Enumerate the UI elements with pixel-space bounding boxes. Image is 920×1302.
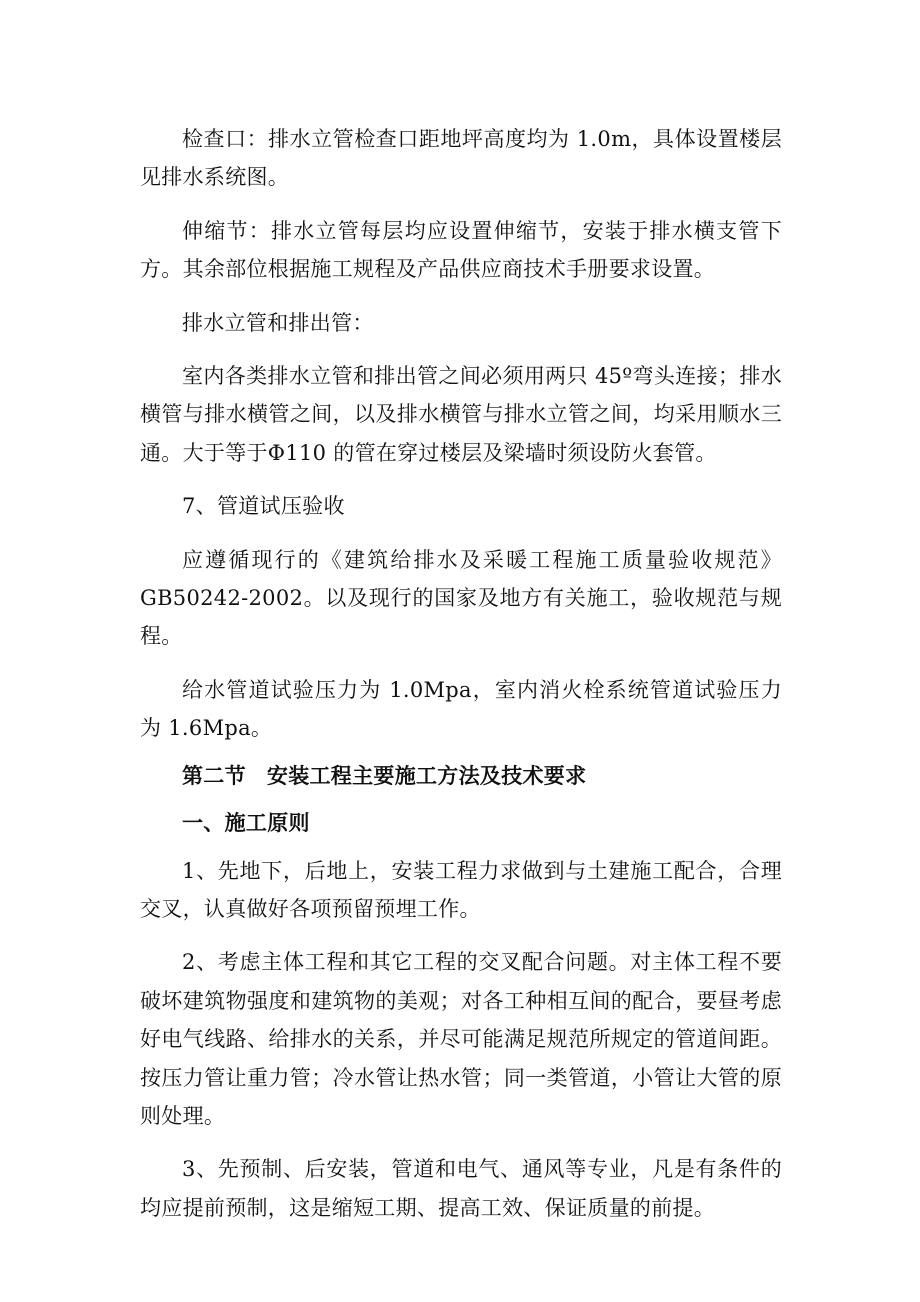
paragraph-standards: 应遵循现行的《建筑给排水及采暖工程施工质量验收规范》GB50242-2002。以及现行的国家及地方有关施工，验收规范与规程。 [140,547,782,649]
subheading-construction-principles: 一、施工原则 [182,810,310,836]
paragraph-expansion-joint: 伸缩节：排水立管每层均应设置伸缩节，安装于排水横支管下方。其余部位根据施工规程及产品供应商技术手册要求设置。 [140,218,782,282]
principle-item-3: 3、先预制、后安装，管道和电气、通风等专业，凡是有条件的均应提前预制，这是缩短工期、提高工效、保证质量的前提。 [140,1157,782,1220]
paragraph-pressure-test-title: 7、管道试压验收 [182,494,345,519]
section-heading [140,757,782,795]
paragraph-riser-outlet-title: 排水立管和排出管： [182,310,374,335]
paragraph-riser-outlet-detail: 室内各类排水立管和排出管之间必须用两只 45º弯头连接；排水横管与排水横管之间，以及排水横管与排水立管之间，均采用顺水三通。大于等于Φ110 的管在穿过楼层及梁墙时须设防火套管。 [140,364,782,465]
principle-item-2: 2、考虑主体工程和其它工程的交叉配合问题。对主体工程不要破坏建筑物强度和建筑物的美观；对各工种相互间的配合，要昼考虑好电气线路、给排水的关系，并尽可能满足规范所规定的管道间距。按压力管让重力管；冷水管让热水管；同一类管道，小管让大管的原则处理。 [140,950,782,1128]
paragraph-test-pressure: 给水管道试验压力为 1.0Mpa，室内消火栓系统管道试验压力为 1.6Mpa。 [140,677,782,741]
paragraph-inspection-port: 检查口：排水立管检查口距地坪高度均为 1.0m，具体设置楼层见排水系统图。 [140,127,782,190]
section-title: 安装工程主要施工方法及技术要求 [266,762,587,788]
principle-item-1: 1、先地下，后地上，安装工程力求做到与土建施工配合，合理交叉，认真做好各项预留预埋工作。 [140,858,782,921]
section-number: 第二节 [182,762,246,788]
